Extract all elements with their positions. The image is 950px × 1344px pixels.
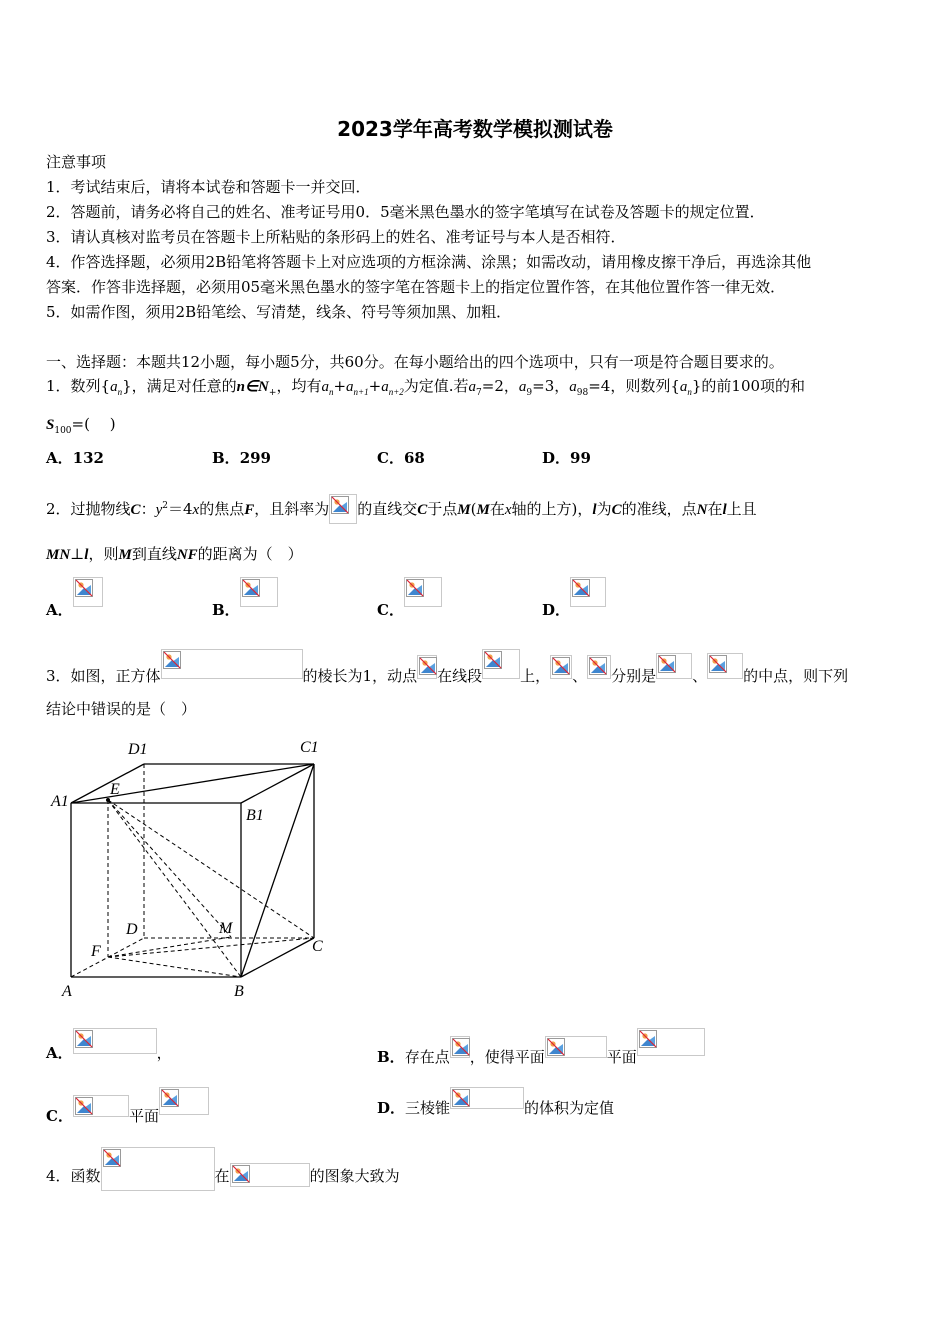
broken-image-icon	[452, 1038, 470, 1056]
q1-option-a[interactable]: A．132	[46, 449, 104, 467]
notice-item: 2．答题前，请务必将自己的姓名、准考证号用0．5毫米黑色墨水的签字笔填写在试卷及答题卡的规定位置．	[46, 203, 765, 221]
q2-option-b[interactable]: B．	[212, 577, 278, 620]
notice-item: 答案．作答非选择题，必须用05毫米黑色墨水的签字笔在答题卡上的指定位置作答，在其他位置作答一律无效．	[46, 278, 786, 296]
q3-option-b[interactable]: B．存在点 ，使得平面 平面	[377, 1028, 705, 1067]
question-3-stem: 3．如图，正方体 的棱长为1，动点 在线段 上， 、 分别是 、 的中点，则下列	[46, 649, 848, 686]
label-d1: D1	[128, 741, 148, 758]
q3-option-a[interactable]: A． ，	[46, 1028, 172, 1063]
broken-image-icon	[709, 655, 727, 673]
label-b1: B1	[246, 807, 264, 824]
question-2-stem: 2．过抛物线C：$y^2=4x$的焦点F，且斜率为 的直线交C于点M(M在x轴的上方)，l为C的准线，点N在l上且	[46, 494, 757, 524]
cube-figure	[46, 734, 346, 1004]
broken-image-icon	[242, 579, 260, 597]
q1-option-c[interactable]: C．68	[377, 449, 425, 467]
notice-item: 3．请认真核对监考员在答题卡上所粘贴的条形码上的姓名、准考证号与本人是否相符．	[46, 228, 626, 246]
q2-option-d[interactable]: D．	[542, 577, 606, 620]
broken-image-icon	[75, 1097, 93, 1115]
question-1-stem-cont: $S_{100}=$( )	[46, 415, 116, 436]
point-e	[106, 798, 110, 802]
label-c1: C1	[300, 739, 319, 756]
label-d: D	[126, 921, 138, 938]
q3-option-d[interactable]: D．三棱锥 的体积为定值	[377, 1087, 614, 1118]
label-a: A	[62, 983, 72, 1000]
page-title: 2023学年高考数学模拟测试卷	[337, 117, 613, 141]
notice-item: 4．作答选择题，必须用2B铅笔将答题卡上对应选项的方框涂满、涂黑；如需改动，请用橡皮擦干净后，再选涂其他	[46, 253, 812, 271]
broken-image-icon	[75, 579, 93, 597]
broken-image-icon	[163, 651, 181, 669]
broken-image-icon	[75, 1030, 93, 1048]
broken-image-icon	[639, 1030, 657, 1048]
question-2-stem-cont: MN⊥l，则M到直线NF的距离为（ ）	[46, 545, 303, 563]
broken-image-icon	[406, 579, 424, 597]
broken-image-icon	[232, 1165, 250, 1183]
q3-option-c[interactable]: C． 平面	[46, 1087, 209, 1126]
slope-image	[329, 494, 357, 524]
broken-image-icon	[658, 655, 676, 673]
label-c: C	[312, 938, 323, 955]
label-b: B	[234, 983, 244, 1000]
broken-image-icon	[552, 657, 570, 675]
broken-image-icon	[547, 1038, 565, 1056]
broken-image-icon	[331, 496, 349, 514]
label-m: M	[219, 920, 233, 937]
broken-image-icon	[589, 657, 607, 675]
broken-image-icon	[572, 579, 590, 597]
notice-item: 5．如需作图，须用2B铅笔绘、写清楚，线条、符号等须加黑、加粗．	[46, 303, 512, 321]
question-1-stem: 1．数列$\{a_n\}$，满足对任意的$n\in N_+$，均有$a_n+a_{n+1}+a_{n+2}$为定值.若$a_7=2$，$a_9=3$，$a_{98}=4$，则数列$\{a_n\}$的前100项的和	[46, 377, 806, 398]
q1-option-d[interactable]: D．99	[542, 449, 591, 467]
q2-option-c[interactable]: C．	[377, 577, 442, 620]
label-a1: A1	[51, 793, 69, 810]
label-e: E	[110, 781, 120, 798]
notice-item: 1．考试结束后，请将本试卷和答题卡一并交回．	[46, 178, 371, 196]
broken-image-icon	[452, 1089, 470, 1107]
broken-image-icon	[419, 657, 437, 675]
q2-option-a[interactable]: A．	[46, 577, 103, 620]
notice-heading: 注意事项	[46, 153, 107, 171]
question-4-stem: 4．函数 在 的图象大致为	[46, 1147, 400, 1191]
section-heading: 一、选择题：本题共12小题，每小题5分，共60分。在每小题给出的四个选项中，只有一项是符合题目要求的。	[46, 353, 784, 371]
broken-image-icon	[484, 651, 502, 669]
broken-image-icon	[161, 1089, 179, 1107]
q1-option-b[interactable]: B．299	[212, 449, 271, 467]
question-3-stem-cont: 结论中错误的是（ ）	[46, 700, 197, 718]
broken-image-icon	[103, 1149, 121, 1167]
label-f: F	[91, 943, 101, 960]
